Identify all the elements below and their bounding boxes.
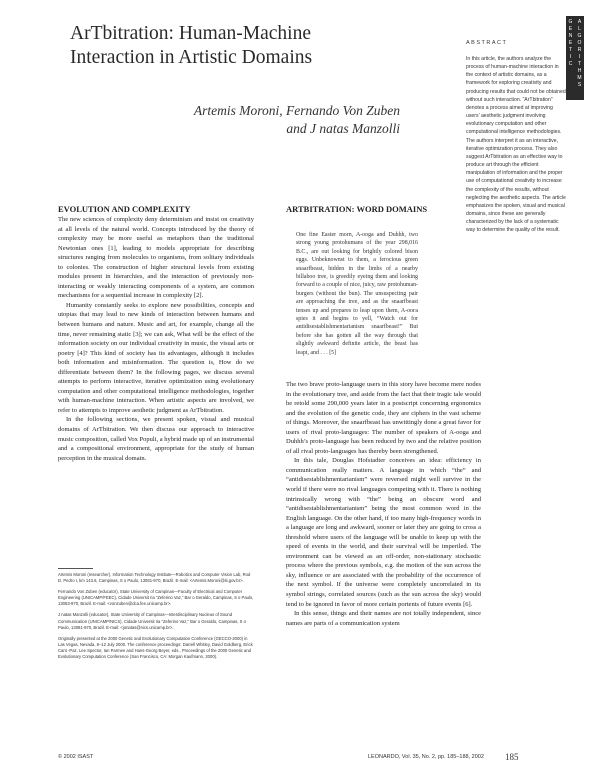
side-tab-letter: O — [577, 40, 582, 46]
paragraph: The new sciences of complexity deny determinism and insist on creativity at all levels of the natural world. Concepts introduced by the theory of complexity may be more useful as metaphors than the traditional Newtonian ones [1], leading to models appropriate for describing structures ranging from molecules to organisms, from solitary individuals to colonies. The construction of higher structural levels from existing modules present in hierarchies, and the interaction of previously non-interacting or weakly interacting components of a system, are common mechanisms for a sequential increase in complexity [2]. — [58, 216, 254, 300]
author-note: Originally presented at the 2000 Genetic and Evolutionary Computation Conference (GECCO-2000) in Las Vegas, Nevada, 8–12 July 2000. The conference proceedings: Darrell Whitley, David Goldberg, Erick Cant -Paz, Lee Spector, Ian Parmee and Hans-Georg Beyer, eds., Proceedings of the 2000 Genetic and Evolutionary Computation Conference (San Francisco, CA: Morgan Kaufmann, 2000). — [58, 635, 253, 660]
side-tab-genetic — [566, 19, 575, 68]
block-quote: One fine Easter morn, A-ooga and Duhhh, two strong young protohumans of the year 298,016 B.C., are out looking for brightly colored bison eggs. Unbeknownst to them, a ferocious green snaarfbeast, hidden in the limbs of a nearby billaboo tree, is greedily eyeing them and looking forward to a couple of nice, juicy, raw protohuman-burgers (without the bun). The unsuspecting pair are approaching the tree, and as the snaarfbeast tenses up and prepares to leap upon them, A-oога spies it and begins to yell, “Watch out for antidisestablishmentarianism snaarfbeast!” But before she has gotten all the way through that slightly awkward definite article, the beast has leapt, and . . . [5] — [296, 232, 418, 356]
author-note: Fernando Von Zuben (educator), State University of Campinas—Faculty of Electrical and Computer Engineering (UNICAMP/FEEC), Cidade Universit ria “Zeferino Vaz,” Bar o Geraldo, Campinas, S o Paulo, 13083-970, Brazil. E-mail: <vonzuben@dca.fee.unicamp.br>. — [58, 589, 254, 607]
author-line-2: and J natas Manzolli — [286, 121, 400, 136]
side-tab-letter: T — [568, 47, 573, 53]
side-tab-letter: L — [578, 26, 581, 32]
side-tab-letter: A — [577, 19, 582, 25]
author-list — [160, 102, 400, 138]
side-tab-letter: H — [577, 68, 582, 74]
copyright: © 2002 ISAST — [58, 754, 94, 760]
side-tab-letter: M — [577, 75, 582, 81]
section2-body — [286, 380, 481, 628]
section1-body — [58, 215, 254, 463]
section-heading-word-domains: ARTBITRATION: WORD DOMAINS — [286, 204, 428, 214]
side-tab-letter: T — [577, 61, 582, 67]
paragraph: The two brave proto-language users in this story have become mere nodes in the evolutionary tree, and aside from the fact that their tragic tale would be retold some 290,000 years later in a postscript concerning ergonomics and the evolution of the genetic code, they are ciphers in the vast scheme of things. Moreover, the snaarfbeast has unwittingly done a great favor for users of rival proto-languages: The number of speakers of A-ooga and Duhhh’s proto-language has been reduced by two and the relative position of all rival proto-languages has thereby been strengthened. — [286, 381, 481, 455]
side-tab-letter: N — [568, 33, 573, 39]
author-note: Artemis Moroni (researcher), Information Technology Institute—Robotics and Computer Vision Lab, Rod D. Pedro I, km 143.6, Campinas, S o Paulo, 13081-970, Brazil. E-mail: <Artemis.Moroni@iti.gov.br>. — [58, 572, 251, 584]
side-tab-letter: C — [568, 61, 573, 67]
author-notes — [58, 572, 254, 665]
article-title: ArTbitration: Human-Machine Interaction in Artistic Domains — [70, 23, 313, 68]
paragraph: Humanity constantly seeks to explore new possibilities, concepts and utopias that may lead to new kinds of interaction between humans and between humans and nature. Music and art, for example, change all the time, never remaining static [3]; we can ask, What will be the effect of the information society on our individual creativity in music, the visual arts or poetry [4]? This kind of society has its advantages, although it includes both information and misinformation. The question is, How do we differentiate between them? In the following pages, we discuss several attempts to perform interactive, iterative optimization using evolutionary computation and other computational intelligence methodologies, together with human-machine interaction. When artistic aspects are involved, we refer to attempts to improve aesthetic judgment as ArTbitration. — [58, 301, 254, 414]
side-tab-letter: R — [577, 47, 582, 53]
abstract-heading: ABSTRACT — [466, 40, 508, 46]
paragraph: In the following sections, we present spoken, visual and musical domains of ArTbitration. We then discuss our approach to interactive music composition, called Vox Populi, a hybrid made up of an instrumental and a compositional environment, appropriate for the study of human perception in the musical domain. — [58, 416, 254, 462]
paragraph: In this sense, things and their names are not totally independent, since names are parts of a communication system — [286, 610, 481, 627]
abstract-text: In this article, the authors analyze the process of human-machine interaction in the context of artistic domains, as a framework for exploring creativity and producing results that could not be obtained without such interaction. “ArTbitration” denotes a process aimed at improving users’ aesthetic judgment involving evolutionary computation and other computational intelligence methodologies. The authors interpret it as an interactive, iterative optimization process. They also suggest ArTbitration as an effective way to produce art through the efficient manipulation of information and the proper use of computational creativity to increase the complexity of the results, without neglecting the aesthetic aspects. The article emphasizes the spoken, visual and musical domains, since these are generally characterized by the lack of a systematic way to determine the quality of the result. — [466, 56, 566, 234]
topic-side-tab — [566, 16, 584, 100]
side-tab-letter: G — [577, 33, 582, 39]
section-heading-evolution: EVOLUTION AND COMPLEXITY — [58, 204, 191, 214]
side-tab-letter: E — [568, 40, 573, 46]
author-line-1: Artemis Moroni, Fernando Von Zuben — [193, 103, 400, 118]
journal-citation: LEONARDO, Vol. 35, No. 2, pp. 185–188, 2002 — [368, 754, 484, 760]
side-tab-letter: E — [568, 26, 573, 32]
side-tab-letter: I — [569, 54, 572, 60]
footnote-rule — [58, 568, 93, 569]
author-note: J natas Manzolli (educator), State University of Campinas—Interdisciplinary Nucleus of Sound Communication (UNICAMP/NICS), Cidade Universit ria “Zeferino Vaz,” Bar o Geraldo, Campinas, S o Paulo, 13081-970, Brazil. E-mail: <jonatas@nics.unicamp.br>. — [58, 612, 246, 630]
side-tab-letter: I — [578, 54, 581, 60]
paragraph: In this tale, Douglas Hofstadter conceives an idea: efficiency in communication really matters. A language in which “the” and “antidisestablishmentarianism” were reversed might well survive in the world if there were no rival languages competing with it. There is nothing intrinsically wrong with “the” being an obscure word and “antidisestablishmentarianism” being the most common word in the English language. On the other hand, if too many high-frequency words in a language are long and awkward, sooner or later they are going to cross a threshold where users of the language will be unable to keep up with the speed of events in the world, and their survival will be imperiled. The environment can be viewed as an off-order, non-stationary stochastic process where the previous symbols, e.g. the motion of the sun across the sky, influence or are associated with the probability of the occurrence of the next symbol. If the universe were completely uncorrelated in its symbol strings, correlated sources (such as the sun across the sky) would tend to be ignored in favor of more certain portents of future events [6]. — [286, 457, 481, 608]
page-number: 185 — [505, 752, 519, 762]
side-tab-letter: G — [568, 19, 573, 25]
side-tab-letter: S — [577, 82, 582, 88]
side-tab-algorithms — [575, 19, 584, 89]
